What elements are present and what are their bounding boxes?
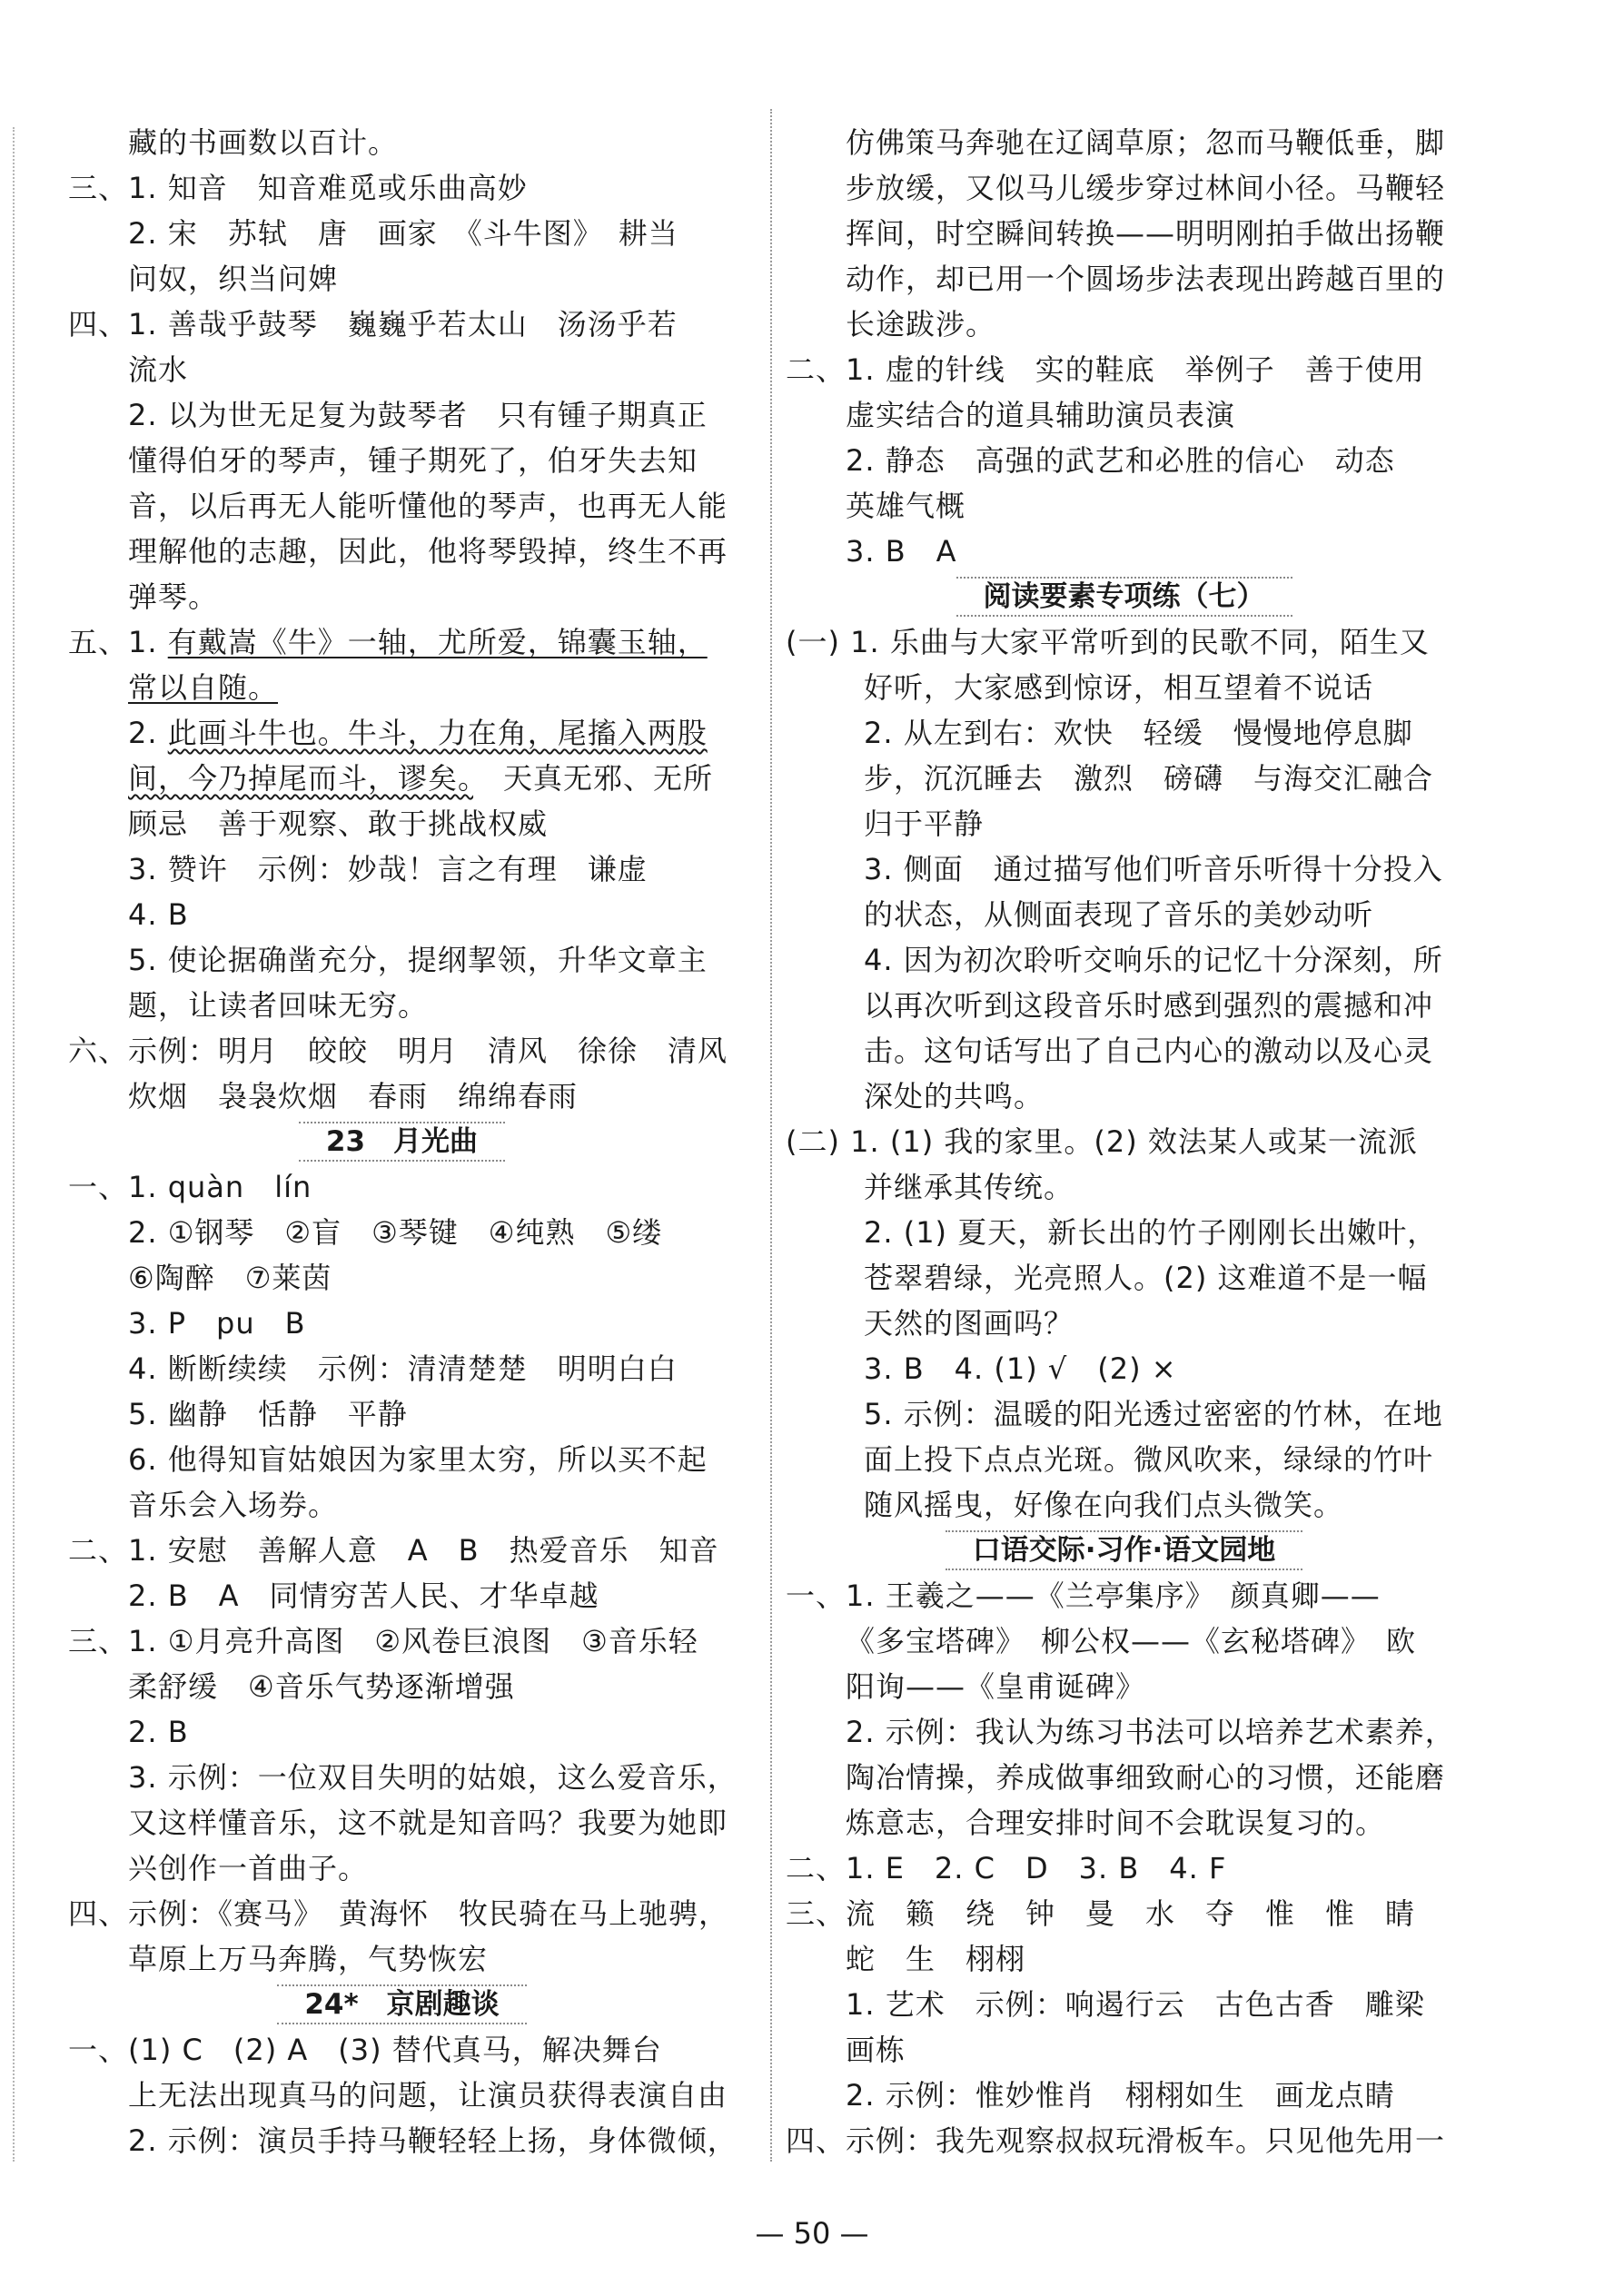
answer-line: 又这样懂音乐，这不就是知音吗？我要为她即 [128, 1806, 728, 1840]
answer-text: 天真无邪、无所 [473, 761, 714, 796]
answer-line: 5. 示例：温暖的阳光透过密密的竹林，在地 [864, 1397, 1443, 1431]
page-number: — 50 — [755, 2216, 869, 2251]
answer-line: 5. 使论据确凿充分，提纲挈领，升华文章主 [128, 943, 708, 977]
answer-line: 虚实结合的道具辅助演员表演 [846, 398, 1236, 432]
answer-line: 并继承其传统。 [864, 1170, 1074, 1204]
section-heading: 23 月光曲 [299, 1122, 505, 1162]
answer-line: 4. 断断续续 示例：清清楚楚 明明白白 [128, 1351, 678, 1386]
answer-line: 长途跋涉。 [846, 307, 996, 341]
answer-line: 二、1. 虚的针线 实的鞋底 举例子 善于使用 [786, 352, 1425, 387]
answer-line: 三、1. ①月亮升高图 ②风卷巨浪图 ③音乐轻 [68, 1624, 698, 1658]
answer-line: 2. 静态 高强的武艺和必胜的信心 动态 [846, 443, 1395, 478]
answer-line: 《多宝塔碑》 柳公权——《玄秘塔碑》 欧 [846, 1624, 1417, 1658]
answer-prefix: 2. [128, 716, 168, 750]
section-heading-wrap [786, 574, 1462, 619]
answer-line: 苍翠碧绿，光亮照人。(2) 这难道不是一幅 [864, 1261, 1428, 1295]
section-heading-wrap [68, 1119, 736, 1164]
answer-line: 三、流 籁 绕 钟 曼 水 夺 惟 惟 睛 [786, 1896, 1416, 1931]
answer-line: 4. B [128, 897, 189, 932]
answer-line: 2. B [128, 1715, 189, 1749]
answer-line: 5. 幽静 恬静 平静 [128, 1397, 408, 1431]
left-column [68, 120, 736, 2163]
section-heading-wrap [786, 1528, 1462, 1573]
answer-line: 以再次听到这段音乐时感到强烈的震撼和冲 [864, 988, 1434, 1023]
answer-line: ⑥陶醉 ⑦莱茵 [128, 1261, 332, 1295]
answer-line: 音乐会入场券。 [128, 1488, 339, 1522]
answer-line: 柔舒缓 ④音乐气势逐渐增强 [128, 1669, 515, 1704]
answer-line: 好听，大家感到惊讶，相互望着不说话 [864, 670, 1374, 705]
answer-line: 3. 赞许 示例：妙哉！言之有理 谦虚 [128, 852, 648, 886]
wavy-underlined-quote: 此画斗牛也。牛斗，力在角，尾搐入两股 [167, 716, 708, 750]
answer-line: 英雄气概 [846, 489, 966, 523]
answer-line: 顾忌 善于观察、敢于挑战权威 [128, 807, 549, 841]
answer-line: 步放缓，又似马儿缓步穿过林间小径。马鞭轻 [846, 171, 1446, 205]
answer-line [68, 665, 736, 710]
answer-line: 弹琴。 [128, 579, 219, 614]
underlined-quote: 常以自随。 [128, 670, 279, 705]
answer-line: 的状态，从侧面表现了音乐的美妙动听 [864, 897, 1374, 932]
answer-line: 一、1. quàn lín [68, 1170, 312, 1204]
answer-line: 一、(1) C (2) A (3) 替代真马，解决舞台 [68, 2033, 662, 2067]
answer-line: 六、示例：明月 皎皎 明月 清风 徐徐 清风 [68, 1034, 728, 1068]
answer-line: 2. 以为世无足复为鼓琴者 只有锺子期真正 [128, 398, 708, 432]
answer-line: 3. 示例：一位双目失明的姑娘，这么爱音乐， [128, 1760, 738, 1795]
answer-line: 题，让读者回味无穷。 [128, 988, 429, 1023]
answer-line: 3. B 4. (1) √ (2) × [864, 1351, 1177, 1386]
answer-line: 1. 艺术 示例：响遏行云 古色古香 雕梁 [846, 1987, 1425, 2022]
answer-line: 炼意志，合理安排时间不会耽误复习的。 [846, 1806, 1386, 1840]
answer-line: 2. 示例：演员手持马鞭轻轻上扬，身体微倾， [128, 2123, 738, 2158]
answer-line: 仿佛策马奔驰在辽阔草原；忽而马鞭低垂，脚 [846, 125, 1446, 160]
answer-line [68, 710, 736, 756]
section-heading: 24* 京剧趣谈 [277, 1984, 526, 2024]
page-edge-dotted-line [13, 127, 15, 2162]
answer-line: 2. B A 同情穷苦人民、才华卓越 [128, 1578, 599, 1613]
answer-line: 上无法出现真马的问题，让演员获得表演自由 [128, 2078, 728, 2113]
answer-line: 四、1. 善哉乎鼓琴 巍巍乎若太山 汤汤乎若 [68, 307, 678, 341]
right-column [786, 120, 1462, 2163]
answer-line: 三、1. 知音 知音难觅或乐曲高妙 [68, 171, 528, 205]
answer-line: 4. 因为初次聆听交响乐的记忆十分深刻，所 [864, 943, 1443, 977]
answer-line: 3. B A [846, 534, 957, 569]
answer-line: (二) 1. (1) 我的家里。(2) 效法某人或某一流派 [786, 1124, 1418, 1159]
answer-line: 随风摇曳，好像在向我们点头微笑。 [864, 1488, 1344, 1522]
answer-line: 蛇 生 栩栩 [846, 1942, 1026, 1976]
answer-line: 四、示例：我先观察叔叔玩滑板车。只见他先用一 [786, 2123, 1446, 2158]
answer-line: 理解他的志趣，因此，他将琴毁掉，终生不再 [128, 534, 728, 569]
answer-line: 陶冶情操，养成做事细致耐心的习惯，还能磨 [846, 1760, 1446, 1795]
answer-line: 一、1. 王羲之——《兰亭集序》 颜真卿—— [786, 1578, 1381, 1613]
answer-line: 3. P pu B [128, 1306, 306, 1341]
answer-line [68, 619, 736, 665]
answer-line: 草原上万马奔腾，气势恢宏 [128, 1942, 489, 1976]
answer-line: 2. 宋 苏轼 唐 画家 《斗牛图》 耕当 [128, 216, 678, 251]
answer-line: 二、1. 安慰 善解人意 A B 热爱音乐 知音 [68, 1533, 719, 1568]
answer-line: 兴创作一首曲子。 [128, 1851, 369, 1885]
answer-line: 二、1. E 2. C D 3. B 4. F [786, 1851, 1227, 1885]
answer-line: 步，沉沉睡去 激烈 磅礴 与海交汇融合 [864, 761, 1434, 796]
answer-line: 挥间，时空瞬间转换——明明刚拍手做出扬鞭 [846, 216, 1446, 251]
answer-line: 2. 示例：惟妙惟肖 栩栩如生 画龙点睛 [846, 2078, 1395, 2113]
answer-line: 四、示例：《赛马》 黄海怀 牧民骑在马上驰骋， [68, 1896, 729, 1931]
answer-line: 3. 侧面 通过描写他们听音乐听得十分投入 [864, 852, 1443, 886]
answer-line: (一) 1. 乐曲与大家平常听到的民歌不同，陌生又 [786, 625, 1430, 659]
wavy-underlined-quote: 间，今乃掉尾而斗，谬矣。 [128, 761, 474, 796]
answer-line: 击。这句话写出了自己内心的激动以及心灵 [864, 1034, 1434, 1068]
answer-line: 音，以后再无人能听懂他的琴声，也再无人能 [128, 489, 728, 523]
answer-line: 画栋 [846, 2033, 906, 2067]
answer-line: 2. 从左到右：欢快 轻缓 慢慢地停息脚 [864, 716, 1413, 750]
answer-line: 深处的共鸣。 [864, 1079, 1045, 1113]
answer-line: 2. 示例：我认为练习书法可以培养艺术素养， [846, 1715, 1455, 1749]
section-heading-wrap [68, 1982, 736, 2027]
answer-line: 阳询——《皇甫诞碑》 [846, 1669, 1146, 1704]
underlined-quote: 有戴嵩《牛》一轴，尤所爱，锦囊玉轴， [167, 625, 708, 659]
answer-line: 懂得伯牙的琴声，锺子期死了，伯牙失去知 [128, 443, 698, 478]
answer-line: 面上投下点点光斑。微风吹来，绿绿的竹叶 [864, 1442, 1434, 1477]
answer-line: 动作，却已用一个圆场步法表现出跨越百里的 [846, 262, 1446, 296]
column-divider [770, 109, 772, 2162]
answer-line: 2. (1) 夏天，新长出的竹子刚刚长出嫩叶， [864, 1215, 1438, 1250]
answer-line: 藏的书画数以百计。 [128, 125, 399, 160]
answer-line: 问奴，织当问婢 [128, 262, 339, 296]
answer-prefix: 五、1. [68, 625, 168, 659]
answer-line: 天然的图画吗？ [864, 1306, 1074, 1341]
section-heading: 口语交际·习作·语文园地 [946, 1530, 1303, 1570]
answer-line: 2. ①钢琴 ②盲 ③琴键 ④纯熟 ⑤缕 [128, 1215, 663, 1250]
section-heading: 阅读要素专项练（七） [956, 577, 1292, 617]
answer-line [68, 756, 736, 801]
answer-line: 流水 [128, 352, 189, 387]
answer-line: 炊烟 袅袅炊烟 春雨 绵绵春雨 [128, 1079, 579, 1113]
answer-line: 6. 他得知盲姑娘因为家里太穷，所以买不起 [128, 1442, 708, 1477]
answer-line: 归于平静 [864, 807, 985, 841]
